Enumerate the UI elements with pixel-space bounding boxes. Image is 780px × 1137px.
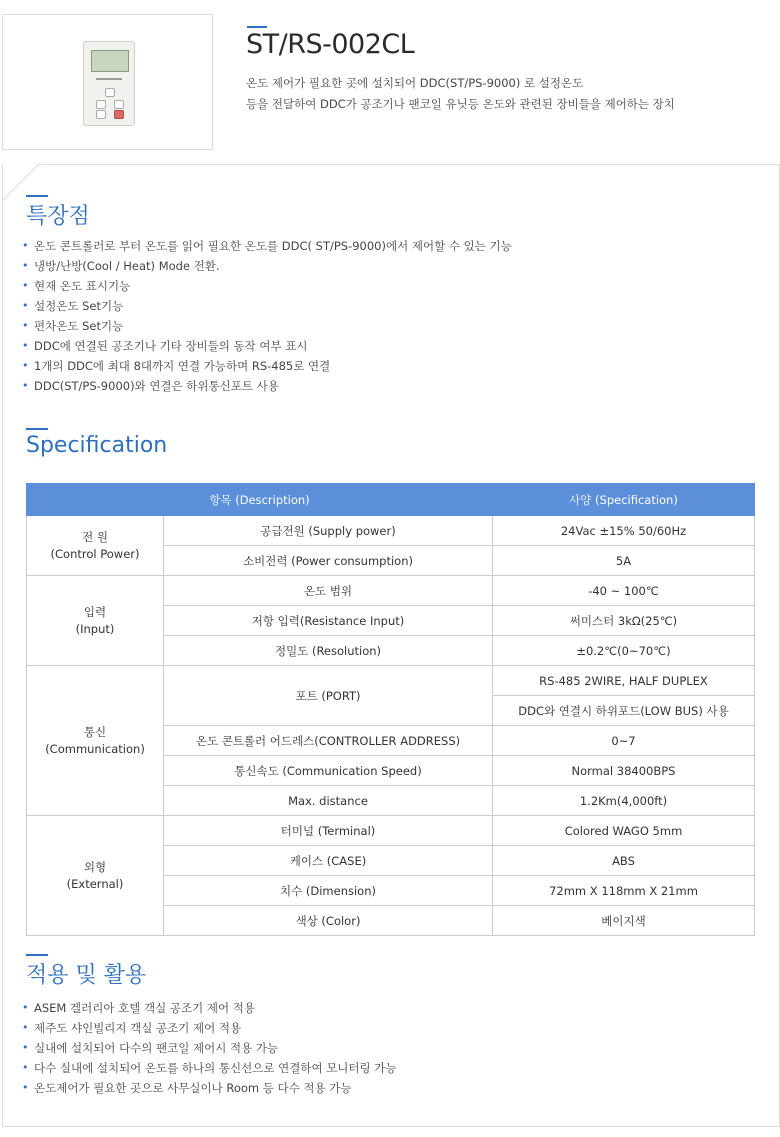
bullet-dot-icon: • [22,379,29,392]
item-cell: 포트 (PORT) [164,666,493,726]
item-cell: 색상 (Color) [164,906,493,936]
category-cell [27,816,164,936]
category-label: 외형 [83,859,107,874]
title-accent-bar [247,26,267,28]
table-row [27,516,755,546]
value-cell: ABS [493,846,755,876]
table-row [27,666,755,696]
list-item-text: 냉방/난방(Cool / Heat) Mode 전환. [34,259,220,273]
applications-title: 적용 및 활용 [26,963,147,988]
product-image-box [2,14,213,150]
category-cell [27,666,164,816]
list-item-text: 설정온도 Set기능 [34,299,124,313]
value-cell: 1.2Km(4,000ft) [493,786,755,816]
product-intro [246,73,675,115]
list-item [22,1018,397,1038]
applications-accent-bar [26,954,48,956]
item-cell: 공급전원 (Supply power) [164,516,493,546]
value-cell: 24Vac ±15% 50/60Hz [493,516,755,546]
bullet-dot-icon: • [22,279,29,292]
spec-table [26,483,755,936]
list-item [22,356,512,376]
table-row [27,816,755,846]
list-item [22,1038,397,1058]
list-item [22,1058,397,1078]
bullet-dot-icon: • [22,1021,29,1034]
list-item [22,256,512,276]
value-cell: 베이지색 [493,906,755,936]
thermostat-device-image [83,41,135,126]
category-sublabel: (Input) [75,621,115,636]
item-cell: 저항 입력(Resistance Input) [164,606,493,636]
list-item-text: 다수 실내에 설치되어 온도를 하나의 통신선으로 연결하여 모니터링 가능 [34,1061,397,1075]
list-item-text: 제주도 샤인빌리지 객실 공조기 제어 적용 [34,1021,242,1035]
category-sublabel: (External) [66,876,124,891]
list-item-text: DDC에 연결된 공조기나 기타 장비들의 동작 여부 표시 [34,339,308,353]
list-item [22,316,512,336]
intro-line: 등을 전달하여 DDC가 공조기나 팬코일 유닛등 온도와 관련된 장비들을 제어하는 장치 [246,97,675,111]
bullet-dot-icon: • [22,1001,29,1014]
list-item [22,376,512,396]
category-cell [27,516,164,576]
bullet-dot-icon: • [22,1041,29,1054]
bullet-dot-icon: • [22,259,29,272]
list-item-text: 1개의 DDC에 최대 8대까지 연결 가능하며 RS-485로 연결 [34,359,331,373]
value-cell: Colored WAGO 5mm [493,816,755,846]
bullet-dot-icon: • [22,359,29,372]
table-row [27,576,755,606]
applications-list [22,998,397,1098]
spec-title: Specification [26,433,168,458]
category-label: 입력 [83,604,107,619]
list-item [22,296,512,316]
list-item [22,1078,397,1098]
value-cell: 5A [493,546,755,576]
item-cell: 통신속도 (Communication Speed) [164,756,493,786]
spec-accent-bar [26,428,48,430]
list-item [22,276,512,296]
category-label: 전 원 [82,529,108,544]
item-cell: 터미널 (Terminal) [164,816,493,846]
item-cell: 정밀도 (Resolution) [164,636,493,666]
value-cell: Normal 38400BPS [493,756,755,786]
list-item [22,998,397,1018]
category-sublabel: (Communication) [45,741,145,756]
category-cell [27,576,164,666]
item-cell: Max. distance [164,786,493,816]
bullet-dot-icon: • [22,299,29,312]
value-cell: 72mm X 118mm X 21mm [493,876,755,906]
category-label: 통신 [83,724,107,739]
category-sublabel: (Control Power) [50,546,140,561]
list-item-text: ASEM 겔러리아 호텔 객실 공조기 제어 적용 [34,1001,255,1015]
list-item-text: 온도 콘트롤러로 부터 온도를 읽어 필요한 온도를 DDC( ST/PS-9000)에서 제어할 수 있는 기능 [34,239,512,253]
features-title: 특장점 [26,204,90,229]
bullet-dot-icon: • [22,1081,29,1094]
value-cell: ±0.2℃(0~70℃) [493,636,755,666]
item-cell: 온도 범위 [164,576,493,606]
bullet-dot-icon: • [22,319,29,332]
intro-line: 온도 제어가 필요한 곳에 설치되어 DDC(ST/PS-9000) 로 설정온도 [246,76,584,90]
list-item-text: 실내에 설치되어 다수의 팬코일 제어시 적용 가능 [34,1041,279,1055]
features-accent-bar [26,195,48,197]
list-item [22,336,512,356]
list-item-text: 편차온도 Set기능 [34,319,124,333]
header-description: 항목 (Description) [27,484,493,516]
features-list [22,236,512,396]
value-cell: 0~7 [493,726,755,756]
item-cell: 치수 (Dimension) [164,876,493,906]
header-specification: 사양 (Specification) [493,484,755,516]
bullet-dot-icon: • [22,339,29,352]
list-item-text: DDC(ST/PS-9000)와 연결은 하위통신포트 사용 [34,379,279,393]
value-cell: RS-485 2WIRE, HALF DUPLEX [493,666,755,696]
value-cell: -40 ~ 100℃ [493,576,755,606]
value-cell: DDC와 연결시 하위포드(LOW BUS) 사용 [493,696,755,726]
item-cell: 소비전력 (Power consumption) [164,546,493,576]
list-item-text: 현재 온도 표시기능 [34,279,131,293]
value-cell: 써미스터 3kΩ(25℃) [493,606,755,636]
bullet-dot-icon: • [22,239,29,252]
list-item [22,236,512,256]
bullet-dot-icon: • [22,1061,29,1074]
item-cell: 케이스 (CASE) [164,846,493,876]
panel-corner [2,163,42,203]
item-cell: 온도 콘트롤러 어드레스(CONTROLLER ADDRESS) [164,726,493,756]
product-title: ST/RS-002CL [246,29,415,60]
list-item-text: 온도제어가 필요한 곳으로 사무실이나 Room 등 다수 적용 가능 [34,1081,352,1095]
